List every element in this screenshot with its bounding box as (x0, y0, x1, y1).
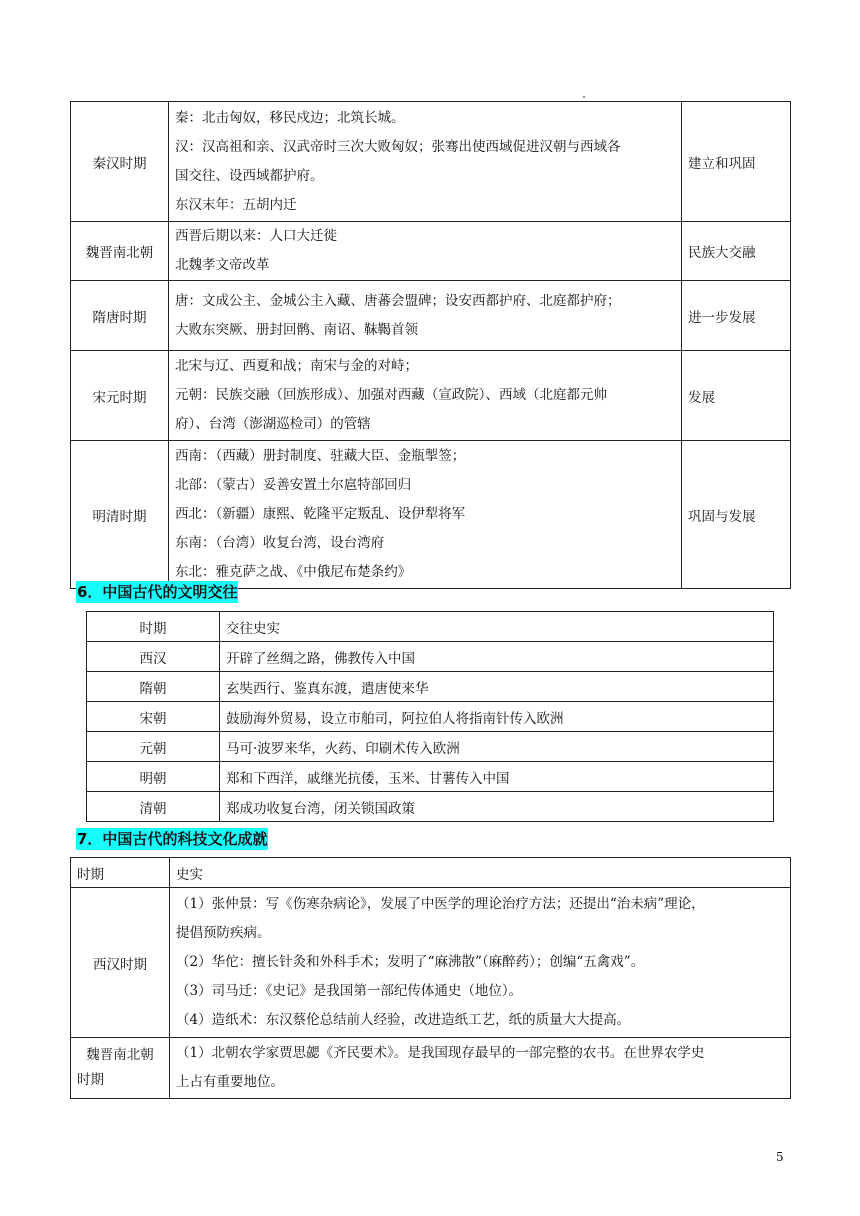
period-cell: 秦汉时期 (71, 102, 169, 222)
facts-cell: 郑成功收复台湾，闭关锁国政策 (220, 792, 774, 822)
facts-cell: 西晋后期以来：人口大迁徙 北魏孝文帝改革 (169, 222, 682, 281)
period-cell: 明朝 (87, 762, 220, 792)
ethnic-relations-table (70, 101, 791, 589)
section-heading-7: 7．中国古代的科技文化成就 (77, 830, 268, 848)
facts-cell: 唐：文成公主、金城公主入藏、唐蕃会盟碑；设安西都护府、北庭都护府； 大败东突厥、册封回鹘、南诏、靺鞨首领 (169, 281, 682, 351)
column-header-facts: 史实 (170, 858, 791, 888)
result-cell: 发展 (682, 351, 791, 441)
table-row (87, 672, 774, 702)
table-row (87, 792, 774, 822)
period-cell: 宋朝 (87, 702, 220, 732)
table-row (87, 762, 774, 792)
table-row (71, 441, 791, 589)
table-row (71, 351, 791, 441)
facts-cell: 玄奘西行、鉴真东渡，遣唐使来华 (220, 672, 774, 702)
facts-cell: 郑和下西洋，戚继光抗倭，玉米、甘薯传入中国 (220, 762, 774, 792)
facts-cell: 北宋与辽、西夏和战；南宋与金的对峙； 元朝：民族交融（回族形成）、加强对西藏（宣政院）、西域（北庭都元帅 府）、台湾（澎湖巡检司）的管辖 (169, 351, 682, 441)
table-row (71, 888, 791, 1038)
period-cell: 西汉 (87, 642, 220, 672)
facts-cell: 西南：（西藏）册封制度、驻藏大臣、金瓶掣签； 北部：（蒙古）妥善安置土尔扈特部回归 西北：（新疆）康熙、乾隆平定叛乱、设伊犁将军 东南：（台湾）收复台湾，设台湾府 东北：雅克萨之战、《中俄尼布楚条约》 (169, 441, 682, 589)
table-header-row (71, 858, 791, 888)
page-number: 5 (776, 1150, 784, 1164)
result-cell: 民族大交融 (682, 222, 791, 281)
result-cell: 巩固与发展 (682, 441, 791, 589)
result-cell: 建立和巩固 (682, 102, 791, 222)
table-header-row (87, 612, 774, 642)
period-cell: 宋元时期 (71, 351, 169, 441)
facts-cell: 马可·波罗来华，火药、印刷术传入欧洲 (220, 732, 774, 762)
column-header-facts: 交往史实 (220, 612, 774, 642)
period-cell: 魏晋南北朝 (71, 222, 169, 281)
column-header-period: 时期 (87, 612, 220, 642)
table-row (87, 732, 774, 762)
table-row (71, 222, 791, 281)
period-cell: 清朝 (87, 792, 220, 822)
facts-cell: 鼓励海外贸易，设立市舶司，阿拉伯人将指南针传入欧洲 (220, 702, 774, 732)
period-cell: 隋唐时期 (71, 281, 169, 351)
period-cell: 明清时期 (71, 441, 169, 589)
scan-dot (583, 96, 585, 98)
civilization-exchange-table (86, 611, 774, 822)
period-cell: 元朝 (87, 732, 220, 762)
facts-cell: （1）北朝农学家贾思勰《齐民要术》。是我国现存最早的一部完整的农书。在世界农学史 上占有重要地位。 (170, 1038, 791, 1099)
period-cell: 西汉时期 (71, 888, 170, 1038)
table-row (71, 1038, 791, 1099)
science-culture-table (70, 857, 791, 1099)
table-row (87, 702, 774, 732)
table-row (87, 642, 774, 672)
facts-cell: （1）张仲景：写《伤寒杂病论》，发展了中医学的理论治疗方法；还提出“治未病”理论， 提倡预防疾病。 （2）华佗：擅长针灸和外科手术；发明了“麻沸散”（麻醉药）；创编“五禽戏”。 （3）司马迁：《史记》是我国第一部纪传体通史（地位）。 （4）造纸术：东汉蔡伦总结前人经验，改进造纸工艺，纸的质量大大提高。 (170, 888, 791, 1038)
column-header-period: 时期 (71, 858, 170, 888)
table-row (71, 102, 791, 222)
facts-cell: 秦：北击匈奴，移民戍边；北筑长城。 汉：汉高祖和亲、汉武帝时三次大败匈奴；张骞出使西域促进汉朝与西域各 国交往、设西域都护府。 东汉末年：五胡内迁 (169, 102, 682, 222)
period-cell: 隋朝 (87, 672, 220, 702)
result-cell: 进一步发展 (682, 281, 791, 351)
table-row (71, 281, 791, 351)
facts-cell: 开辟了丝绸之路，佛教传入中国 (220, 642, 774, 672)
period-cell: 魏晋南北朝 时期 (71, 1038, 170, 1099)
section-heading-6: 6．中国古代的文明交往 (77, 583, 238, 601)
